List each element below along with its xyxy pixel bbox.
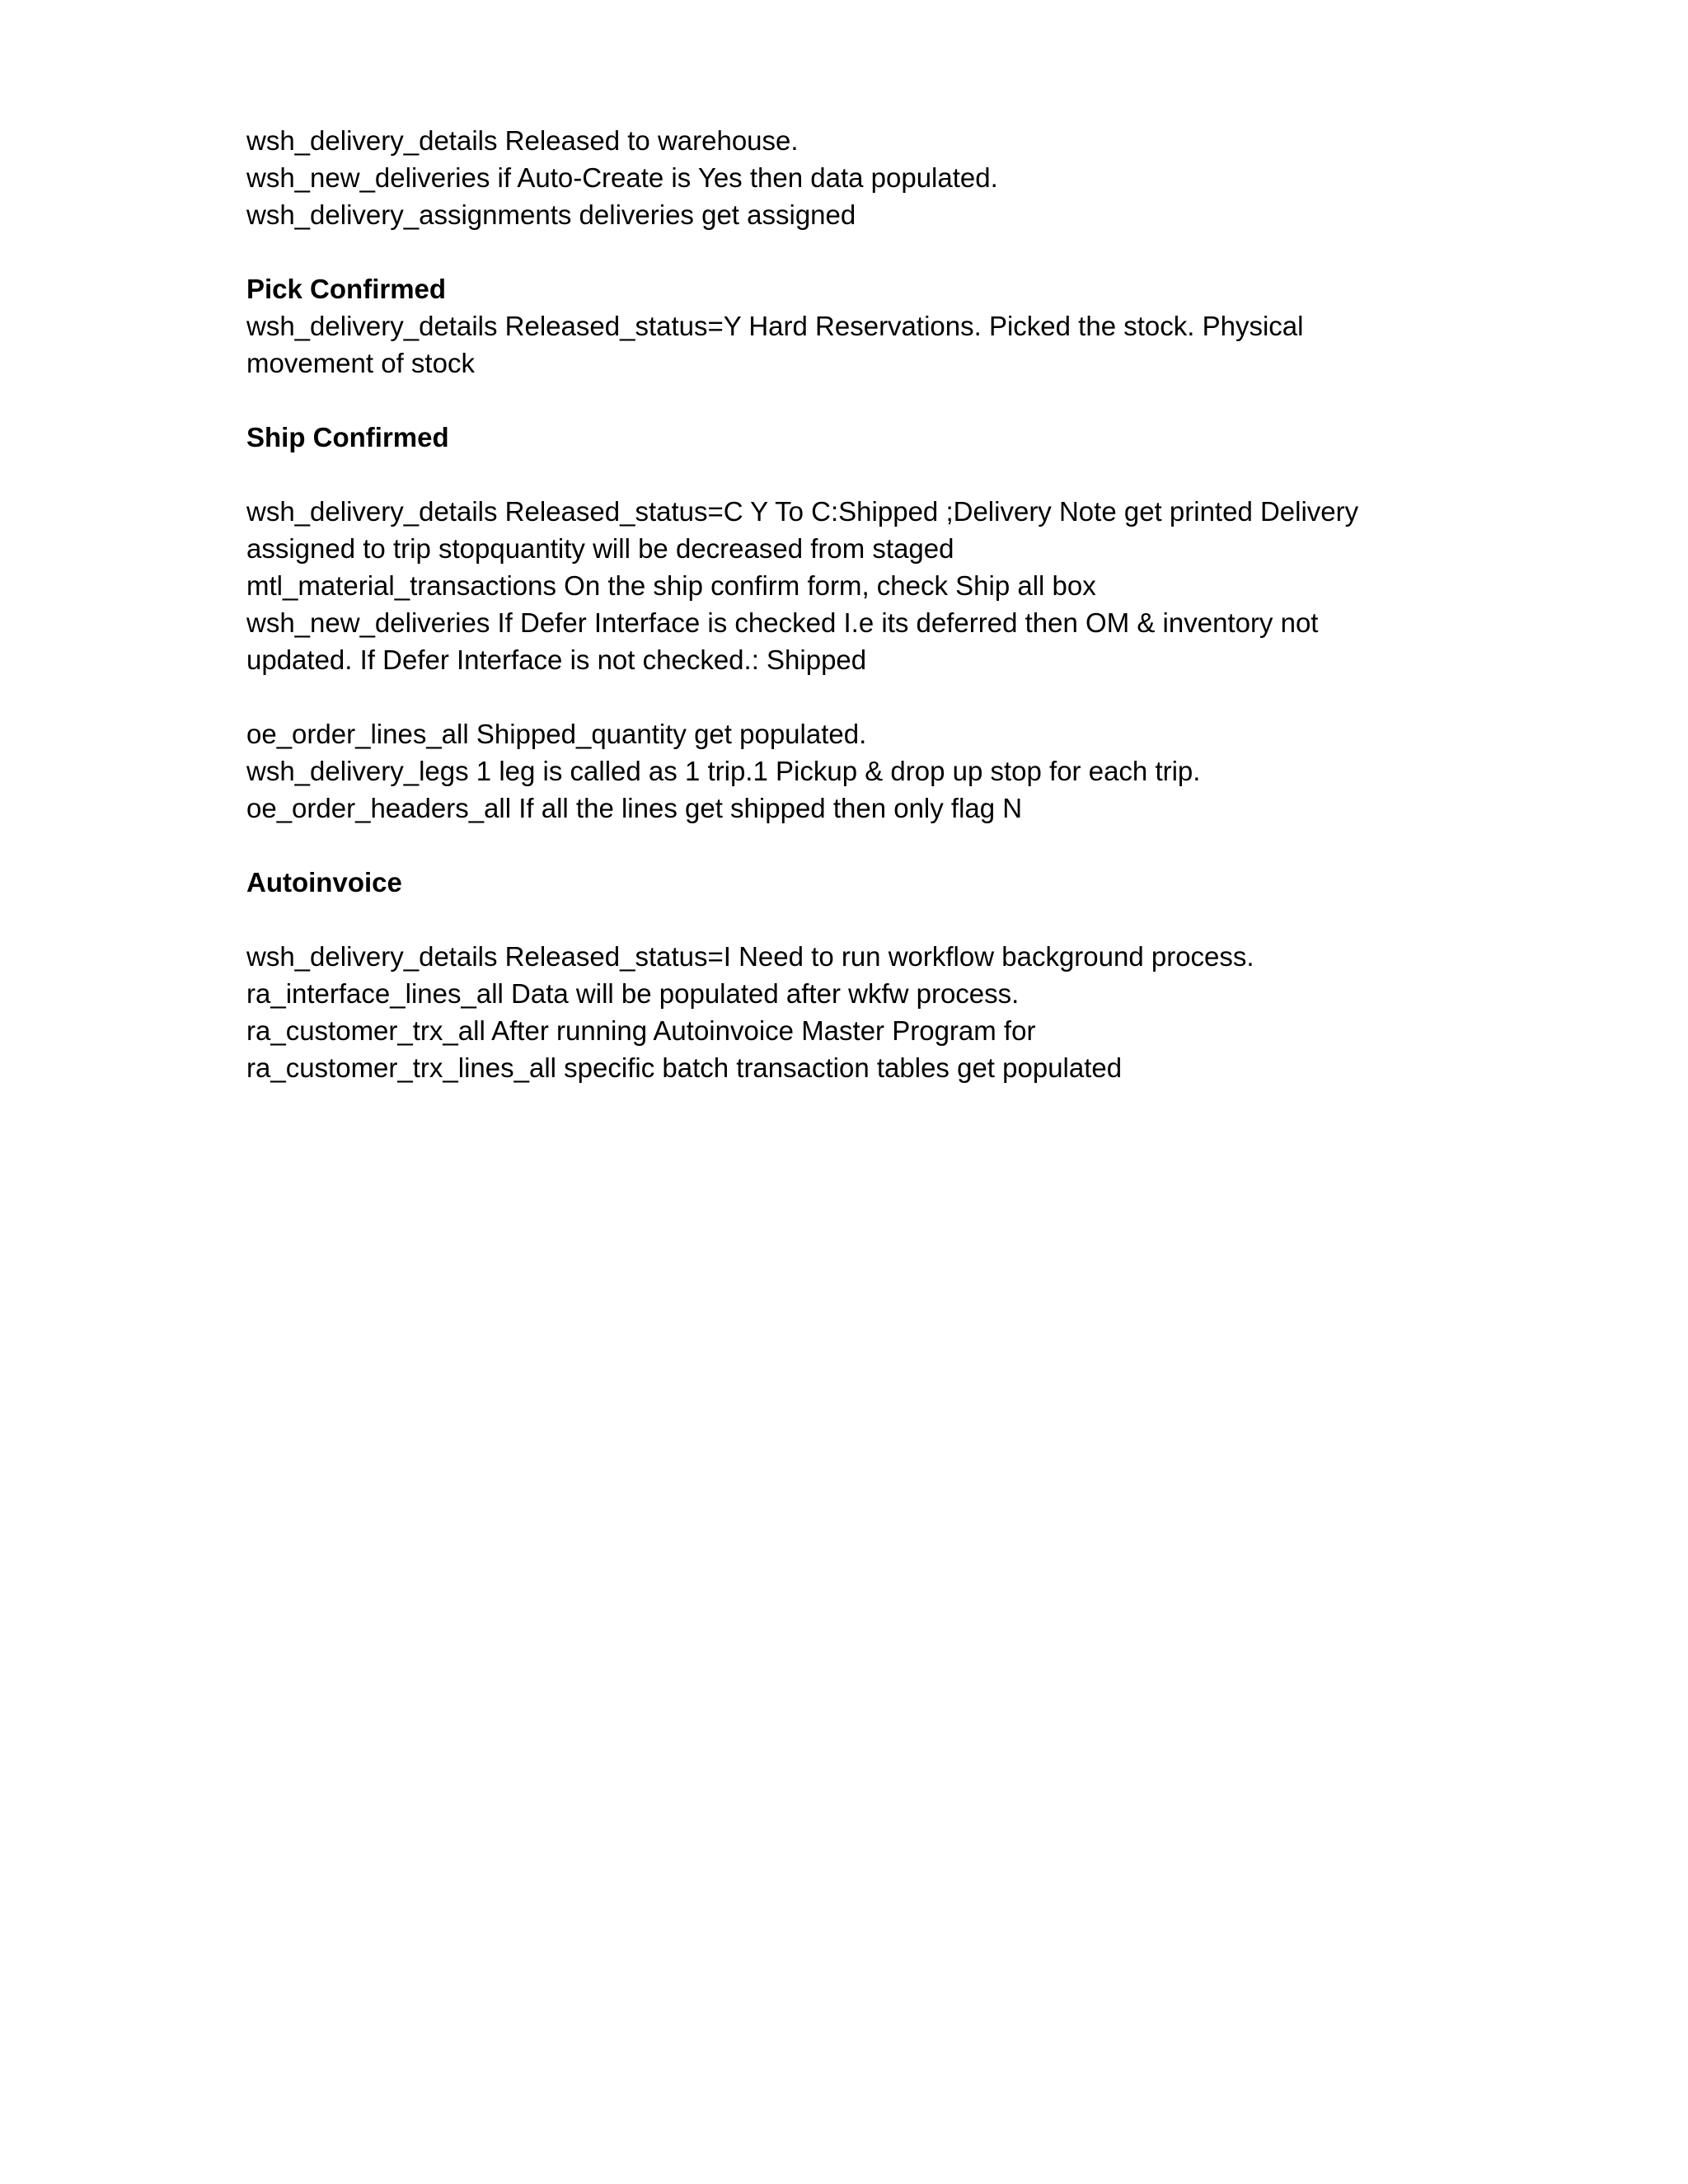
text-line: wsh_delivery_details Released_status=Y Hard Reservations. Picked the stock. Physical bbox=[246, 311, 1304, 341]
text-line: oe_order_lines_all Shipped_quantity get populated. bbox=[246, 719, 867, 749]
text-line: wsh_delivery_details Released to warehouse. bbox=[246, 125, 799, 156]
text-line: assigned to trip stopquantity will be decreased from staged bbox=[246, 533, 954, 564]
blank-line bbox=[246, 456, 1450, 493]
text-line: wsh_delivery_details Released_status=I Need to run workflow background process. bbox=[246, 941, 1254, 972]
text-line: movement of stock bbox=[246, 348, 475, 378]
document-body bbox=[246, 122, 1450, 1086]
section-heading-pick-confirmed: Pick Confirmed bbox=[246, 274, 447, 304]
blank-line bbox=[246, 901, 1450, 938]
section-heading-autoinvoice: Autoinvoice bbox=[246, 867, 402, 898]
blank-line bbox=[246, 233, 1450, 270]
text-line: mtl_material_transactions On the ship confirm form, check Ship all box bbox=[246, 570, 1096, 601]
section-heading-ship-confirmed: Ship Confirmed bbox=[246, 422, 449, 452]
text-line: wsh_new_deliveries if Auto-Create is Yes then data populated. bbox=[246, 162, 998, 193]
blank-line bbox=[246, 827, 1450, 864]
text-line: wsh_delivery_legs 1 leg is called as 1 trip.1 Pickup & drop up stop for each trip. bbox=[246, 756, 1201, 786]
text-line: ra_interface_lines_all Data will be populated after wkfw process. bbox=[246, 978, 1020, 1009]
text-line: oe_order_headers_all If all the lines get shipped then only flag N bbox=[246, 793, 1023, 823]
blank-line bbox=[246, 382, 1450, 419]
text-line: wsh_new_deliveries If Defer Interface is checked I.e its deferred then OM & inventory not bbox=[246, 607, 1319, 638]
text-line: ra_customer_trx_lines_all specific batch transaction tables get populated bbox=[246, 1052, 1123, 1083]
text-line: ra_customer_trx_all After running Autoinvoice Master Program for bbox=[246, 1015, 1036, 1046]
text-line: wsh_delivery_assignments deliveries get assigned bbox=[246, 199, 856, 230]
text-line: updated. If Defer Interface is not checked.: Shipped bbox=[246, 644, 867, 675]
blank-line bbox=[246, 678, 1450, 715]
text-line: wsh_delivery_details Released_status=C Y To C:Shipped ;Delivery Note get printed Delivery bbox=[246, 496, 1359, 527]
